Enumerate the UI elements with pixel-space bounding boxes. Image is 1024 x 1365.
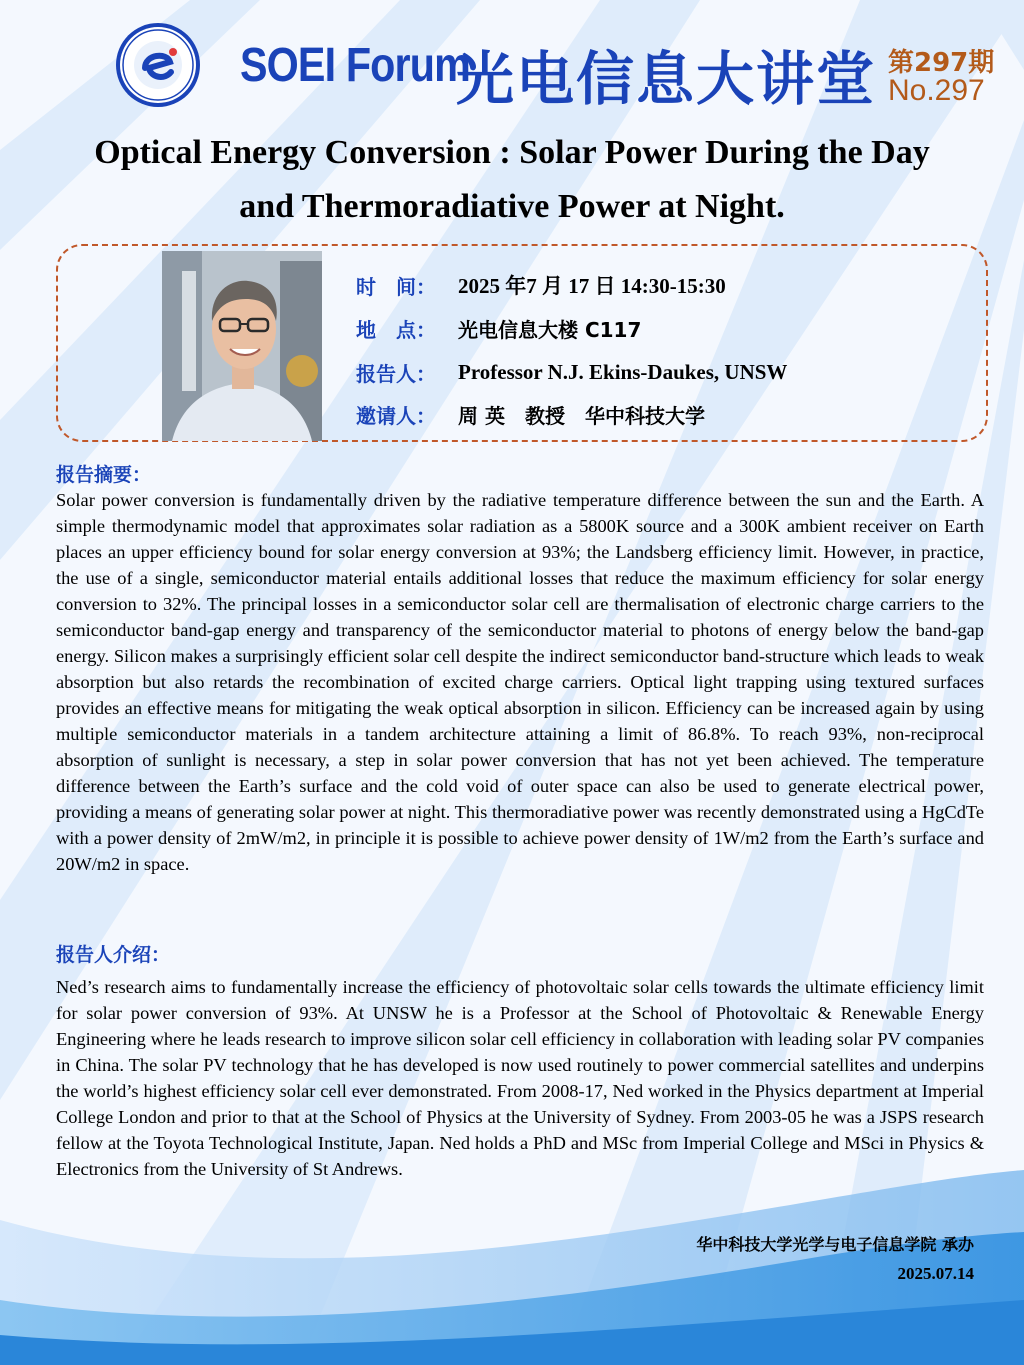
issue-number-cn: 第297期 [888,48,995,78]
talk-title-line-2: and Thermoradiative Power at Night. [239,188,785,225]
place-value: 光电信息大楼 C117 [458,317,642,342]
place-label: 地 点： [356,317,436,342]
abstract-heading: 报告摘要： [56,464,152,486]
bio-heading: 报告人介绍： [56,944,171,966]
host-label: 邀请人： [356,403,436,428]
forum-name-cn: 光电信息大讲堂 [456,45,877,113]
host-value: 周 英 教授 华中科技大学 [458,403,705,428]
issue-number-en: No.297 [888,74,985,107]
info-place-row [356,313,641,343]
time-value: 2025 年7 月 17 日 14:30-15:30 [458,274,726,298]
info-speaker-row [356,357,787,387]
info-host-row [356,399,705,429]
poster-date: 2025.07.14 [897,1264,974,1283]
talk-title-line-1: Optical Energy Conversion : Solar Power During the Day [94,134,930,171]
abstract-text: Solar power conversion is fundamentally driven by the radiative temperature difference between the sun and the Earth. A simple thermodynamic model that approximates solar radiation as a 5800K source and a 300K ambient receiver on Earth places an upper efficiency bound for solar energy conversion at 93%; the Landsberg efficiency limit. However, in practice, the use of a single, semiconductor material entails additional losses that reduce the maximum efficiency for solar energy conversion to 32%. The principal losses in a semiconductor solar cell are thermalisation of electronic charge carriers to the semiconductor band-gap energy and transparency of the semiconductor material to photons of energy below the band-gap energy. Silicon makes a surprisingly efficient solar cell despite the indirect semiconductor band-structure which leads to weak absorption but also retards the recombination of excited charge carriers. Optical light trapping using textured surfaces provides an effective means for mitigating the weak optical absorption in silicon. Efficiency can be increased again by using multiple semiconductor materials in a tandem architecture attaining a limit of 86.8%. To reach 93%, non-reciprocal absorption of sunlight is necessary, a step in solar power conversion that has not yet been achieved. The temperature difference between the Earth’s surface and the cold void of outer space can also be used to generate electrical power, providing a means of generating solar power at night. This thermoradiative power was recently demonstrated using a HgCdTe with a power density of 2mW/m2, in principle it is possible to achieve power density of 1W/m2 from the Earth’s surface and 20W/m2 in space. [56,490,984,874]
info-time-row [356,270,726,300]
university-seal-logo [115,22,201,108]
bio-text: Ned’s research aims to fundamentally increase the efficiency of photovoltaic solar cells towards the ultimate efficiency limit for solar power conversion of 93%. At UNSW he is a Professor at the School of Photovoltaic & Renewable Energy Engineering where he leads research to improve silicon solar cell efficiency in collaboration with leading solar PV companies in China. The solar PV technology that he has developed is now used routinely to power commercial satellites and underpins the world’s highest efficiency solar cell ever demonstrated. From 2008-17, Ned worked in the Physics department at Imperial College London and prior to that at the School of Physics at the University of Sydney. From 2003-05 he was a JSPS research fellow at the Toyota Technological Institute, Japan. Ned holds a PhD and MSc from Imperial College and MSci in Physics & Electronics from the University of St Andrews. [56,977,984,1179]
speaker-value: Professor N.J. Ekins-Daukes, UNSW [458,359,788,384]
time-label: 时 间： [356,274,436,299]
talk-title [40,126,984,234]
speaker-label: 报告人： [356,361,436,386]
speaker-photo [162,251,322,441]
organizer: 华中科技大学光学与电子信息学院 承办 [696,1235,974,1254]
forum-name-en: SOEI Forum [240,39,470,92]
